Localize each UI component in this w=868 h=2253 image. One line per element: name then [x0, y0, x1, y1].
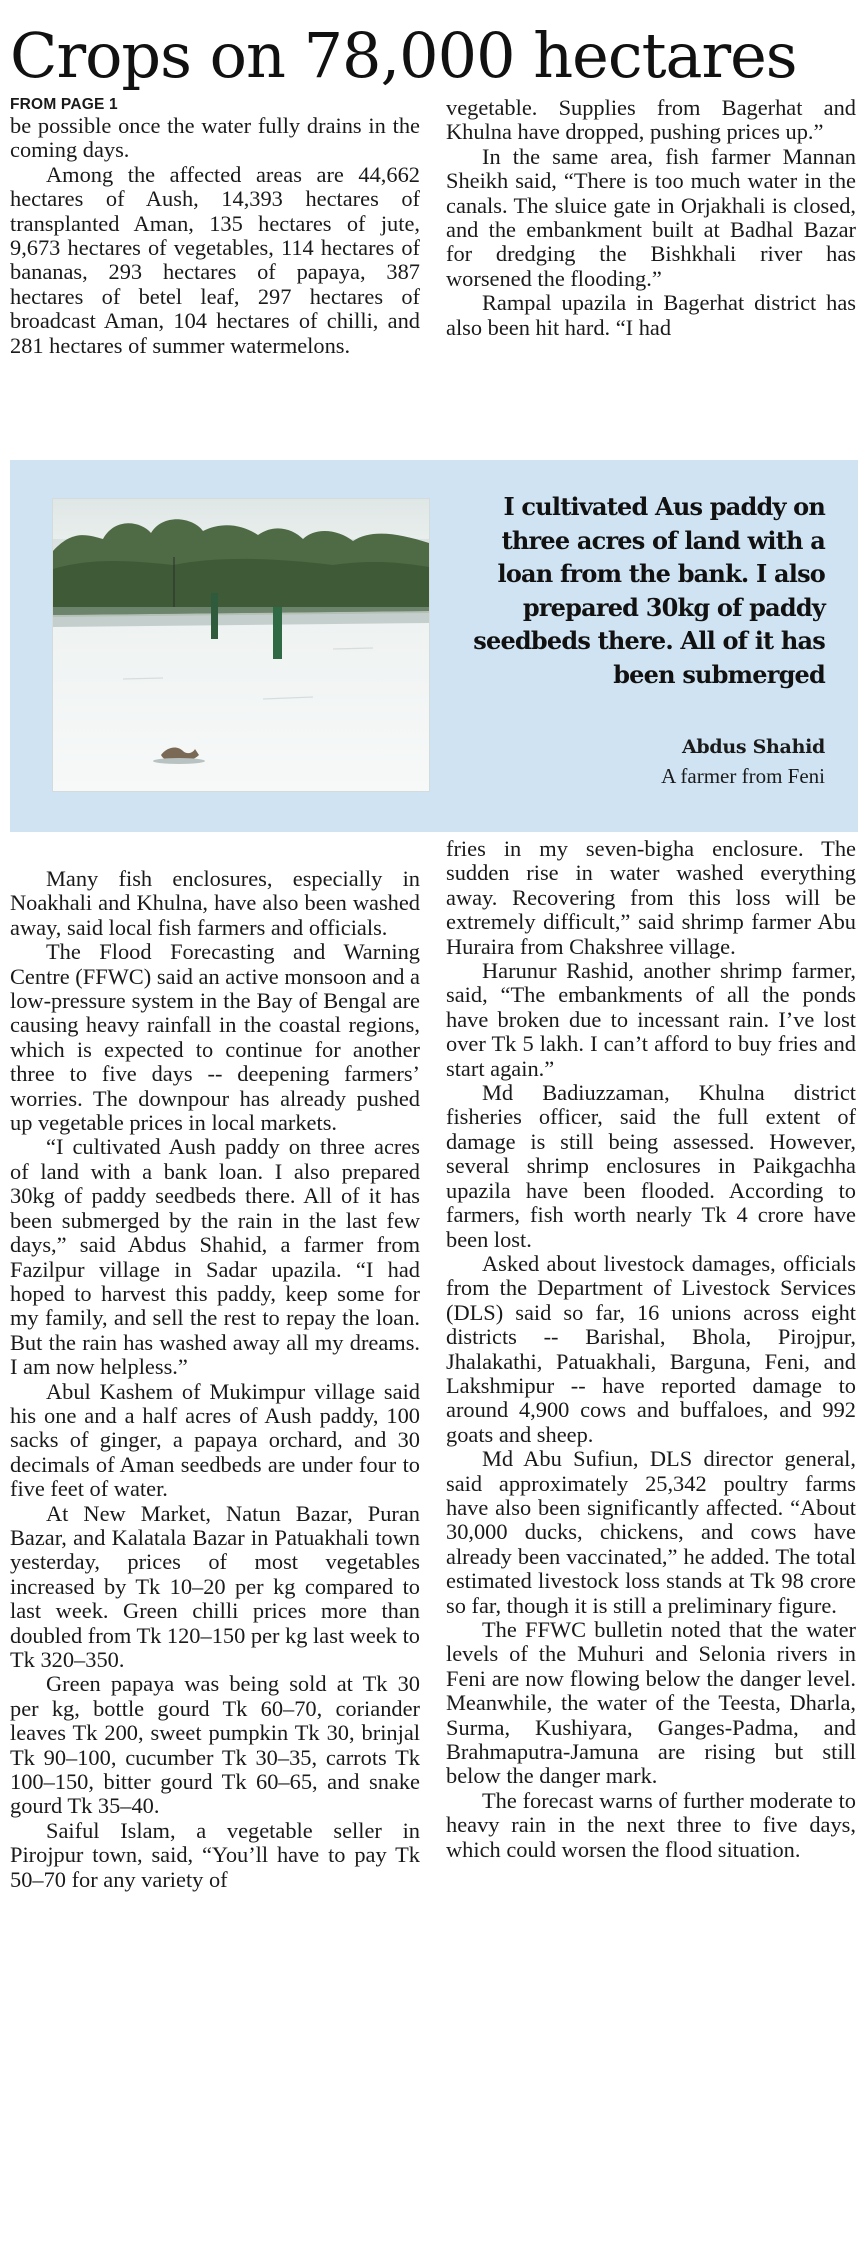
paragraph: Green papaya was being sold at Tk 30 per kg, bottle gourd Tk 60–70, coriander leaves Tk 200, sweet pumpkin Tk 30, brinjal Tk 90–100, cucumber Tk 30–35, carrots Tk 100–150, bitter gourd Tk 60–65, and snake gourd Tk 35–40. — [10, 1671, 420, 1819]
paragraph: Harunur Rashid, another shrimp farmer, said, “The embankments of all the ponds have broken due to incessant rain. I’ve lost over Tk 5 lakh. I can’t afford to buy fries and start again.” — [446, 958, 856, 1081]
flooded-field-photo — [52, 498, 430, 792]
continuation-kicker: FROM PAGE 1 — [10, 96, 118, 113]
paragraph: In the same area, fish farmer Mannan Sheikh said, “There is too much water in the canals. The sluice gate in Orjakhali is closed, and the embankment built at Badhal Bazar for dredging the Bishkhali river has worsened the flooding.” — [446, 143, 856, 291]
paragraph: Md Abu Sufiun, DLS director general, said approximately 25,342 poultry farms have also been significantly affected. “About 30,000 ducks, chickens, and cows have already been vaccinated,” he added. The total estimated livestock loss stands at Tk 98 crore so far, though it is still a preliminary figure. — [446, 1446, 856, 1618]
article-column-2 — [446, 96, 856, 340]
paragraph: The forecast warns of further moderate to heavy rain in the next three to five days, which could worsen the flood situation. — [446, 1787, 856, 1862]
paragraph: Abul Kashem of Mukimpur village said his one and a half acres of Aush paddy, 100 sacks of ginger, a papaya orchard, and 30 decimals of Aman seedbeds are under four to five feet of water. — [10, 1378, 420, 1502]
pull-quote-text: I cultivated Aus paddy on three acres of land with a loan from the bank. I also prepared 30kg of paddy seedbeds there. All of it has been submerged — [473, 492, 825, 689]
pull-quote-box — [10, 460, 858, 832]
paragraph: vegetable. Supplies from Bagerhat and Khulna have dropped, pushing prices up.” — [446, 95, 856, 145]
paragraph: Among the affected areas are 44,662 hectares of Aush, 14,393 hectares of transplanted Aman, 135 hectares of jute, 9,673 hectares of vegetables, 114 hectares of bananas, 293 hectares of papaya, 387 hectares of betel leaf, 297 hectares of broadcast Aman, 104 hectares of chilli, and 281 hectares of summer watermelons. — [10, 161, 420, 358]
paragraph: The Flood Forecasting and Warning Centre (FFWC) said an active monsoon and a low-pressure system in the Bay of Bengal are causing heavy rainfall in the coastal regions, which is expected to continue for another three to five days -- deepening farmers’ worries. The downpour has already pushed up vegetable prices in local markets. — [10, 939, 420, 1136]
paragraph: Many fish enclosures, especially in Noakhali and Khulna, have also been washed away, said local fish farmers and officials. — [10, 866, 420, 940]
article-column-1 — [10, 96, 420, 358]
headline: Crops on 78,000 hectares — [10, 19, 797, 92]
paragraph: “I cultivated Aush paddy on three acres of land with a bank loan. I also prepared 30kg of paddy seedbeds there. All of it has been submerged by the rain in the last few days,” said Abdus Shahid, a farmer from Fazilpur village in Sadar upazila. “I had hoped to harvest this paddy, keep some for my family, and sell the rest to repay the loan. But the rain has washed away all my dreams. I am now helpless.” — [10, 1134, 420, 1380]
paragraph: Md Badiuzzaman, Khulna district fisheries officer, said the full extent of damage is still being assessed. However, several shrimp enclosures in Paikgachha upazila have been flooded. According to farmers, fish worth nearly Tk 4 crore have been lost. — [446, 1080, 856, 1252]
pull-quote-name: Abdus Shahid — [681, 736, 825, 758]
article-column-4 — [446, 837, 856, 1862]
paragraph: At New Market, Natun Bazar, Puran Bazar, and Kalatala Bazar in Patuakhali town yesterday, prices of most vegetables increased by Tk 10–20 per kg compared to last week. Green chilli prices more than doubled from Tk 120–150 per kg last week to Tk 320–350. — [10, 1500, 421, 1672]
flooded-field-illustration — [53, 499, 429, 791]
paragraph: Saiful Islam, a vegetable seller in Pirojpur town, said, “You’ll have to pay Tk 50–70 for any variety of — [10, 1817, 420, 1892]
paragraph: fries in my seven-bigha enclosure. The sudden rise in water washed everything away. Recovering from this loss will be extremely difficult,” said shrimp farmer Abu Huraira from Chakshree village. — [446, 836, 856, 959]
paragraph: The FFWC bulletin noted that the water levels of the Muhuri and Selonia rivers in Feni are now flowing below the danger level. Meanwhile, the water of the Teesta, Dharla, Surma, Kushiyara, Ganges-Padma, and Brahmaputra-Jamuna are rising but still below the danger mark. — [446, 1617, 856, 1789]
paragraph: Asked about livestock damages, officials from the Department of Livestock Services (DLS) said so far, 16 unions across eight districts -- Barishal, Bhola, Pirojpur, Jhalakathi, Patuakhali, Barguna, Feni, and Lakshmipur -- have reported damage to around 4,900 cows and buffaloes, and 992 goats and sheep. — [446, 1250, 856, 1447]
paragraph: be possible once the water fully drains in the coming days. — [10, 113, 420, 163]
article-column-3 — [10, 867, 420, 1892]
pull-quote-role: A farmer from Feni — [661, 764, 825, 788]
paragraph: Rampal upazila in Bagerhat district has also been hit hard. “I had — [446, 290, 856, 340]
